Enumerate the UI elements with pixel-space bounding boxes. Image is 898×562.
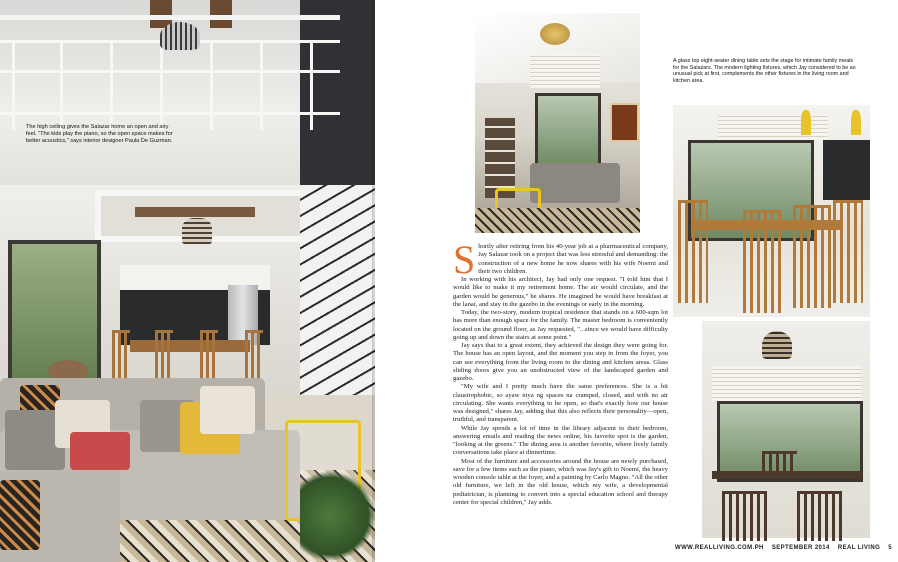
- dining-chair: [797, 491, 842, 541]
- dining-chair: [722, 491, 767, 541]
- footer-magazine: REAL LIVING: [837, 545, 881, 551]
- dining-area-photo: [673, 105, 870, 317]
- painting: [610, 103, 639, 142]
- article-paragraph: Today, the two-story, modern tropical residence that stands on a 600-sqm lot has more than enough space for the family. The master bedroom is conveniently located on the ground floor, as Jay requested, "...since we would have difficulty going up and down the stairs at some point.": [453, 309, 668, 341]
- pendant-lamp: [160, 22, 200, 50]
- drop-cap: S: [453, 237, 476, 282]
- pillow: [0, 480, 40, 550]
- pillow: [70, 432, 130, 470]
- rug: [475, 208, 640, 233]
- article-paragraph: "My wife and I pretty much have the same preferences. She is a bit claustrophobic, so ayaw niya ng spaces na cramped, closed, and with no air circulating. She wants everything to be open, so that's exactly how our house was designed," shares Jay, adding that this also reflects their personality—open, truthful, and transparent.: [453, 383, 668, 424]
- pendant-lamp: [762, 331, 792, 359]
- right-page: [375, 0, 892, 562]
- article-body: [453, 237, 668, 507]
- dining-chair: [155, 330, 173, 378]
- footer-website: WWW.REALLIVING.COM.PH: [675, 545, 764, 551]
- dining-chair: [200, 330, 218, 378]
- window-blind: [712, 366, 862, 401]
- dining-chair: [833, 200, 863, 303]
- window-blind: [530, 53, 600, 88]
- pillow: [200, 386, 255, 434]
- article-paragraph: Jay says that to a great extent, they achieved the design they were going for. The house has an open layout, and the moment you step in from the foyer, you can see everything from the living room to the dining and kitchen areas. Glass sliding doors give you an unobstructed view of the landscaped garden and gazebo.: [453, 342, 668, 382]
- shelf: [485, 118, 515, 198]
- kitchen-area: [823, 140, 870, 200]
- dining-table: [130, 340, 250, 352]
- ceiling-wood-panel: [135, 207, 255, 217]
- pendant-lamp: [851, 110, 861, 135]
- living-room-high-ceiling-photo: [475, 13, 640, 233]
- article-first-paragraph: Shortly after retiring from his 40-year job at a pharmaceutical company, Jay Salazar took on a project that was less stressful and demanding: the construction of a new home he now shares with his wife Noemi and their two children.: [453, 237, 668, 282]
- page-number: 5: [888, 545, 892, 551]
- pendant-lamp: [182, 218, 212, 244]
- plant: [300, 470, 375, 562]
- dining-chair: [678, 200, 708, 303]
- article-paragraph: While Jay spends a lot of time in the library adjacent to their bedroom, answering emails and reading the news online, his favorite spot is the garden, "looking at the greens." The dining area is another favorite, where lively family conversations take place at dinnertime.: [453, 424, 668, 457]
- dining-chair: [743, 210, 781, 313]
- staircase: [300, 185, 375, 415]
- dining-chair: [112, 330, 130, 378]
- left-page: [0, 0, 375, 562]
- dining-chair: [245, 330, 263, 378]
- dining-chair: [793, 205, 831, 308]
- page-footer: [675, 545, 898, 551]
- pendant-lamp: [540, 23, 570, 45]
- left-photo-caption: The high ceiling gives the Salazar home an open and airy feel. "The kids play the piano, so the open space makes for better acoustics," says interior designer Paula De Guzman.: [26, 124, 173, 144]
- window: [535, 93, 601, 169]
- dining-table-photo: [702, 321, 870, 538]
- pendant-lamp: [801, 110, 811, 135]
- upper-floor-photo: [0, 0, 375, 185]
- dining-chair: [762, 451, 797, 479]
- article-paragraph: In working with his architect, Jay had only one request. "I told him that I would like to make it my retirement home. The air would circulate, and the garden would be generous," he shares. He imagined he would have breakfast at the lanai, and stay in the gazebo in the evenings or early in the morning.: [453, 276, 668, 308]
- window-blind: [718, 115, 828, 140]
- footer-issue: SEPTEMBER 2014: [771, 545, 830, 551]
- sofa: [530, 163, 620, 203]
- right-photo-caption: A glass top eight-seater dining table sets the stage for intimate family meals for the Salazars. The modern lighting fixtures, which Jay considered to be an unusual pick at first, complements the other fixtures in the living room and kitchen area.: [673, 58, 856, 84]
- article-paragraph: Most of the furniture and accessories around the house are newly purchased, save for a few items such as the piano, which was Jay's gift to Noemi, the heavy wooden console table at the foyer, and a painting by Carlo Magno. "All the other old furniture, we left in the old house, which my wife, a developmental pediatrician, is planning to convert into a special education school and therapy center for special children," Jay adds.: [453, 457, 668, 506]
